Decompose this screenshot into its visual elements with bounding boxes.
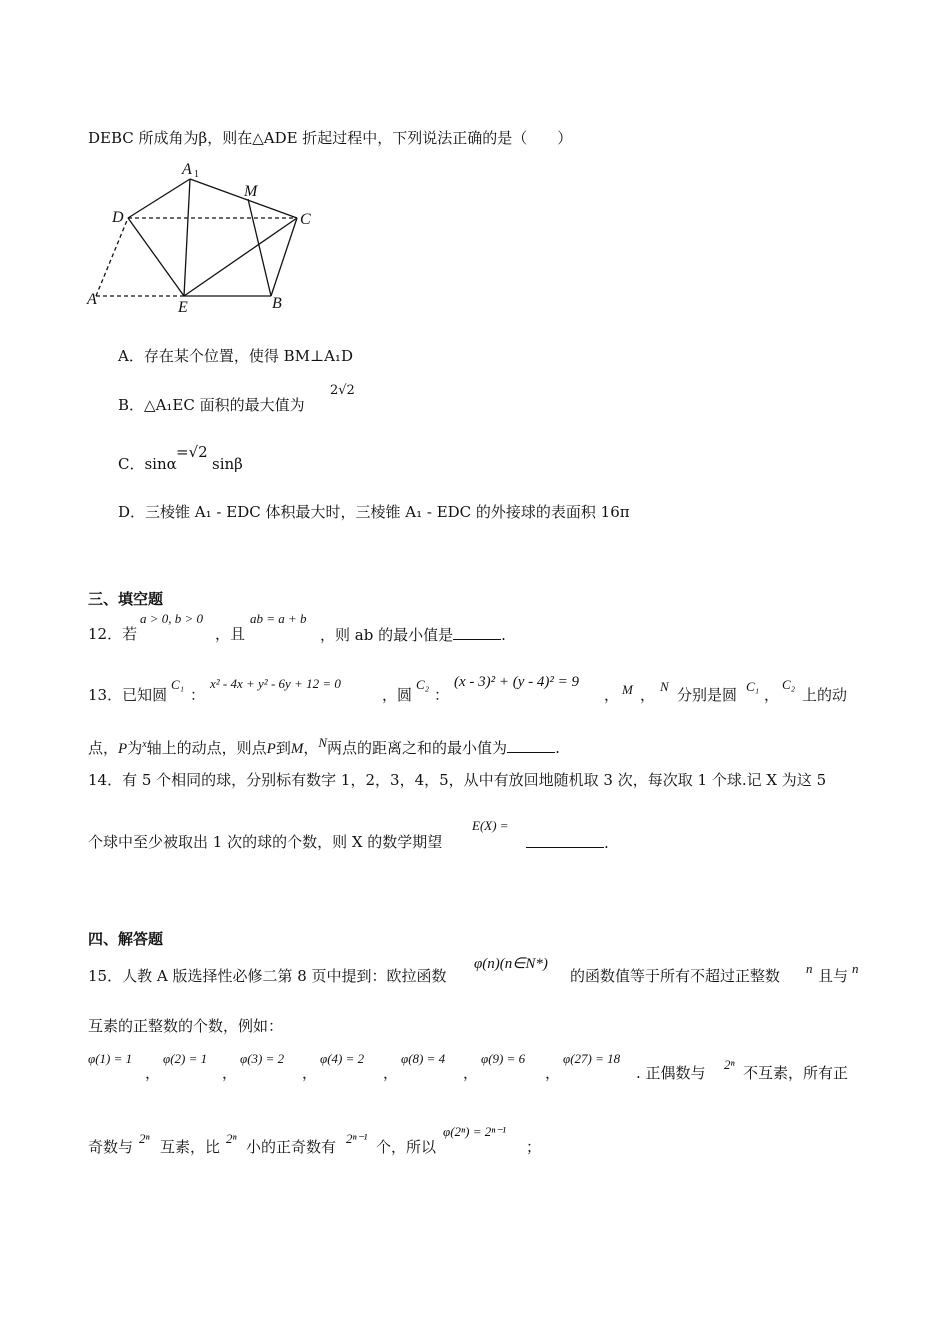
q14-answer-blank[interactable] bbox=[526, 833, 604, 848]
q15-sep-6: ， bbox=[545, 1064, 561, 1082]
q13-n2: N bbox=[318, 735, 328, 750]
q15-line1a: 15．人教 A 版选择性必修二第 8 页中提到：欧拉函数 bbox=[88, 967, 447, 985]
q15-line4a: 奇数与 bbox=[88, 1138, 134, 1156]
q12-answer-blank[interactable] bbox=[453, 625, 501, 640]
q12-mid: ，且 bbox=[215, 625, 246, 643]
q13-comma: ， bbox=[604, 686, 620, 704]
option-b-value: 2√2 bbox=[330, 383, 355, 398]
option-c bbox=[118, 455, 177, 473]
q15-example-5: φ(8) = 4 bbox=[401, 1051, 446, 1066]
option-c-prefix: C． bbox=[118, 455, 145, 473]
q15-line1b: 的函数值等于所有不超过正整数 bbox=[570, 967, 781, 985]
q14-end: . bbox=[604, 834, 609, 852]
label-d: D bbox=[112, 209, 124, 226]
q13-n: N bbox=[660, 679, 669, 694]
q13-comma-3: ， bbox=[764, 686, 780, 704]
option-c-left: sinα bbox=[144, 455, 177, 473]
q13-line2b: 为 bbox=[127, 739, 143, 757]
q15-n2: n bbox=[852, 961, 859, 976]
geometry-figure bbox=[84, 156, 324, 318]
option-a bbox=[118, 347, 353, 365]
section-4-heading: 四、解答题 bbox=[88, 930, 164, 948]
q15-pow-2: 2ⁿ bbox=[139, 1131, 150, 1146]
q13-line2f: 两点的距离之和的最小值为 bbox=[327, 739, 508, 757]
option-b-prefix: B． bbox=[118, 396, 145, 414]
option-c-right: sinβ bbox=[212, 455, 243, 473]
q15-pow-3: 2ⁿ bbox=[226, 1131, 237, 1146]
label-a1-subscript: 1 bbox=[194, 169, 199, 180]
q13-line2d: 到 bbox=[275, 739, 291, 757]
label-e: E bbox=[178, 299, 188, 316]
q13-number: 13．已知圆 bbox=[88, 686, 168, 704]
q13-upper: 上的动 bbox=[802, 686, 848, 704]
q14-answer bbox=[526, 833, 609, 852]
label-c: C bbox=[300, 211, 311, 228]
q12-question bbox=[320, 625, 506, 644]
q12-end: . bbox=[501, 626, 506, 644]
q12-number: 12．若 bbox=[88, 625, 138, 643]
q15-line3b: 不互素，所有正 bbox=[743, 1064, 849, 1082]
label-a1: A bbox=[182, 161, 192, 178]
q15-sep-4: ， bbox=[383, 1064, 399, 1082]
q15-line4b: 互素，比 bbox=[160, 1138, 221, 1156]
option-d-text: 三棱锥 A₁ - EDC 体积最大时，三棱锥 A₁ - EDC 的外接球的表面积 16π bbox=[145, 503, 630, 521]
option-b-text: △A₁EC 面积的最大值为 bbox=[144, 396, 305, 414]
q13-x: x bbox=[142, 739, 147, 750]
label-m: M bbox=[244, 183, 258, 200]
option-d bbox=[118, 503, 630, 521]
q13-c2: C₂ bbox=[416, 677, 430, 692]
q12-condition-1: a > 0, b > 0 bbox=[140, 611, 204, 626]
q15-sep-5: ， bbox=[463, 1064, 479, 1082]
q13-respectively: 分别是圆 bbox=[677, 686, 738, 704]
q13-end: . bbox=[555, 739, 560, 757]
q13-equation-2: (x - 3)² + (y - 4)² = 9 bbox=[454, 674, 580, 690]
q15-pow-4: 2ⁿ⁻¹ bbox=[346, 1131, 368, 1146]
section-3-heading: 三、填空题 bbox=[88, 590, 164, 608]
q15-line3a: . 正偶数与 bbox=[636, 1064, 706, 1082]
q13-line2a: 点， bbox=[88, 739, 119, 757]
q13-line2e: ， bbox=[303, 739, 319, 757]
q13-p2: P bbox=[266, 741, 276, 757]
q15-example-2: φ(2) = 1 bbox=[163, 1051, 208, 1066]
q13-comma-2: ， bbox=[640, 686, 656, 704]
q15-example-3: φ(3) = 2 bbox=[240, 1051, 285, 1066]
q13-colon-2: ： bbox=[434, 686, 450, 704]
q15-example-7: φ(27) = 18 bbox=[563, 1051, 621, 1066]
q15-formula: φ(2ⁿ) = 2ⁿ⁻¹ bbox=[443, 1124, 507, 1139]
q15-line1c: 且与 bbox=[818, 967, 849, 985]
q13-line-2 bbox=[88, 735, 560, 758]
q15-line4c: 小的正奇数有 bbox=[246, 1138, 337, 1156]
option-a-text: 存在某个位置，使得 BM⊥A₁D bbox=[143, 347, 353, 365]
question-intro-line: DEBC 所成角为β，则在△ADE 折起过程中，下列说法正确的是（ ） bbox=[88, 129, 573, 147]
q13-colon-1: ： bbox=[190, 686, 206, 704]
option-d-prefix: D． bbox=[118, 503, 146, 521]
q15-pow-1: 2ⁿ bbox=[724, 1057, 735, 1072]
q15-example-4: φ(4) = 2 bbox=[320, 1051, 365, 1066]
q15-example-1: φ(1) = 1 bbox=[88, 1051, 133, 1066]
q15-line4e: ； bbox=[526, 1138, 542, 1156]
q13-equation-1: x² - 4x + y² - 6y + 12 = 0 bbox=[210, 676, 341, 691]
q14-expectation: E(X) = bbox=[472, 818, 509, 833]
q13-c1-ref: C₁ bbox=[746, 679, 760, 694]
q15-line-2: 互素的正整数的个数，例如： bbox=[88, 1017, 284, 1035]
q12-condition-2: ab = a + b bbox=[250, 611, 307, 626]
q13-c1: C₁ bbox=[171, 677, 185, 692]
q15-example-6: φ(9) = 6 bbox=[481, 1051, 526, 1066]
option-b bbox=[118, 396, 305, 414]
q15-phi-definition: φ(n)(n∈N*) bbox=[474, 956, 548, 972]
label-b: B bbox=[272, 295, 282, 312]
q13-c2-ref: C₂ bbox=[782, 677, 796, 692]
q13-answer-blank[interactable] bbox=[507, 738, 555, 753]
q13-circle-word: ，圆 bbox=[382, 686, 413, 704]
q15-line4d: 个，所以 bbox=[376, 1138, 437, 1156]
option-c-eq: =√2 bbox=[176, 443, 208, 461]
q15-sep-2: ， bbox=[222, 1064, 238, 1082]
q13-p: P bbox=[118, 741, 128, 757]
q13-m2: M bbox=[290, 741, 304, 757]
q14-line-2: 个球中至少被取出 1 次的球的个数，则 X 的数学期望 bbox=[88, 833, 443, 851]
option-a-prefix: A． bbox=[118, 347, 144, 365]
q15-sep-1: ， bbox=[145, 1064, 161, 1082]
q15-n1: n bbox=[806, 961, 813, 976]
q15-sep-3: ， bbox=[302, 1064, 318, 1082]
q13-m: M bbox=[622, 682, 633, 697]
label-a: A bbox=[87, 291, 97, 308]
q13-line2c: 轴上的动点，则点 bbox=[146, 739, 267, 757]
q12-tail: ，则 ab 的最小值是 bbox=[320, 626, 454, 644]
q14-line-1: 14．有 5 个相同的球，分别标有数字 1，2，3，4，5，从中有放回地随机取 3 次，每次取 1 个球.记 X 为这 5 bbox=[88, 771, 827, 789]
